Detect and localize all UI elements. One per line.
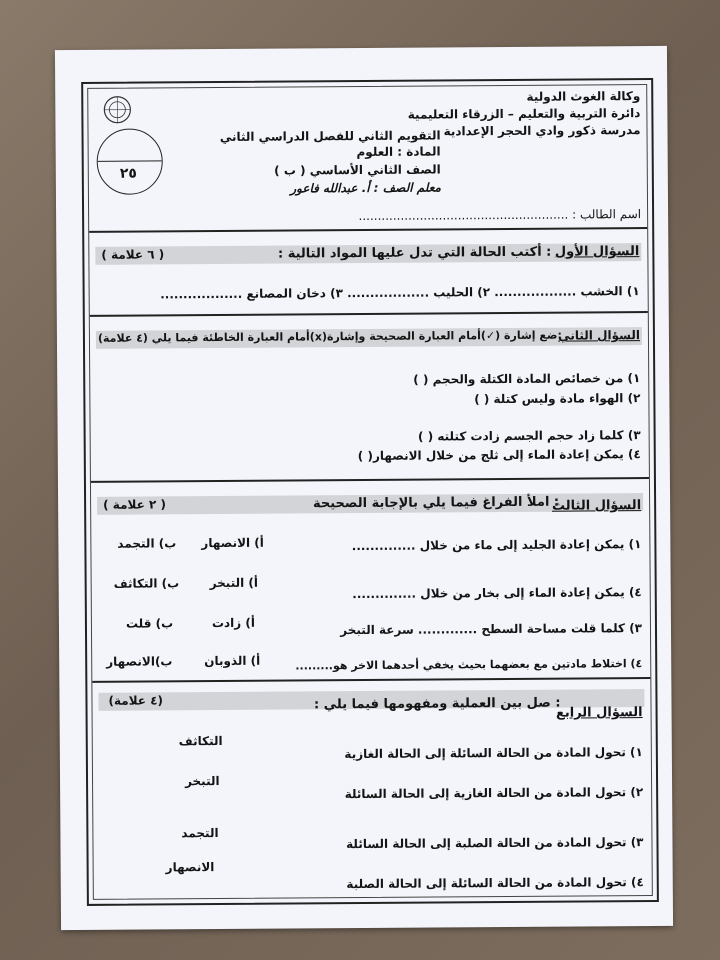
q2-title: السؤال الثاني [558,328,640,343]
q3-prompt: : املأ الفراغ فيما يلي بالإجابة الصحيحة [312,494,560,512]
teacher-label: معلم الصف : أ. عبدالله فاعور [290,180,441,196]
q3-choice-a[interactable]: أ) التبخر [209,575,259,591]
q3-title: السؤال الثالث [551,498,642,514]
divider [90,311,648,317]
school-name: مدرسة ذكور وادي الحجر الإعدادية [443,123,641,139]
q2-item[interactable]: ٢) الهواء مادة وليس كتلة ( ) [474,391,641,407]
q1-items[interactable]: ١) الخشب .................. ٢) الحليب .................. ٣) دخان المصانع .................. [160,284,640,302]
q4-prompt: : صل بين العملية ومفهومها فيما يلي : [313,695,561,713]
q1-title: السؤال الأول [554,244,640,260]
q4-item[interactable]: ٢) تحول المادة من الحالة الغازية إلى الحالة السائلة [344,785,644,802]
q4-term[interactable]: التبخر [184,774,220,789]
divider [92,677,650,683]
q1-prompt: : أكتب الحالة التي تدل عليها المواد التالية : [277,244,552,262]
q2-prompt: :ضع إشارة (✓)أمام العبارة الصحيحة وإشارة(x)أمام العبارة الخاطئة فيما يلي [151,328,562,345]
q2-item[interactable]: ٣) كلما زاد حجم الجسم زادت كتلته ( ) [417,428,641,444]
q2-item[interactable]: ٤) يمكن إعادة الماء إلى ثلج من خلال الانصهار( ) [357,447,641,464]
q3-choice-a[interactable]: أ) زادت [211,615,256,631]
q4-marks: (٤ علامة) [108,693,164,708]
grade-label: الصف الثاني الأساسي ( ب ) [274,162,441,178]
q3-item[interactable]: ٤) يمكن إعادة الماء إلى بخار من خلال .............. [352,585,642,602]
q4-item[interactable]: ٤) تحول المادة من الحالة السائلة إلى الحالة الصلبة [346,875,644,892]
q3-marks: ( ٢ علامة ) [103,497,167,512]
exam-paper [55,46,673,930]
mark-circle [96,128,162,194]
exam-title: التقويم الثاني للفصل الدراسي الثاني [219,128,441,144]
q4-term[interactable]: التجمد [181,826,219,841]
q4-title: السؤال الرابع [555,705,643,721]
agency-name: وكالة الغوث الدولية [526,89,641,104]
q4-term[interactable]: الانصهار [165,860,215,875]
q4-term[interactable]: التكاثف [178,733,223,749]
q2-marks: (٤ علامة) [97,331,148,345]
directorate-name: دائرة التربية والتعليم – الزرقاء التعليمية [407,106,641,122]
q4-item[interactable]: ٣) تحول المادة من الحالة الصلبة إلى الحالة السائلة [346,835,644,852]
q4-item[interactable]: ١) تحول المادة من الحالة السائلة إلى الحالة الغازية [344,745,643,762]
q3-choice-b[interactable]: ب)الانصهار [106,654,173,669]
q3-choice-a[interactable]: أ) الانصهار [201,535,264,551]
q3-choice-a[interactable]: أ) الذوبان [204,653,261,669]
q3-choice-b[interactable]: ب) التجمد [117,536,177,551]
divider [89,227,647,233]
inner-border [87,84,653,900]
q3-item[interactable]: ٤) اختلاط مادتين مع بعضهما بحيث يخفي أحدهما الاخر هو......... [295,657,643,673]
un-emblem-icon [102,95,132,125]
total-mark: ٢٥ [119,165,137,182]
q3-item[interactable]: ٣) كلما قلت مساحة السطح ............. سرعة التبخر [340,621,643,638]
student-name-field[interactable]: اسم الطالب : ....................................................... [358,207,642,224]
divider [91,477,649,483]
q3-choice-b[interactable]: ب) قلت [125,616,174,631]
q3-choice-b[interactable]: ب) التكاثف [113,576,180,591]
exam-frame [81,78,659,906]
q3-item[interactable]: ١) يمكن إعادة الجليد إلى ماء من خلال .............. [351,537,642,554]
q2-item[interactable]: ١) من خصائص المادة الكتلة والحجم ( ) [413,371,641,387]
q1-marks: ( ٦ علامة ) [101,247,165,262]
subject-label: المادة : العلوم [356,144,441,160]
